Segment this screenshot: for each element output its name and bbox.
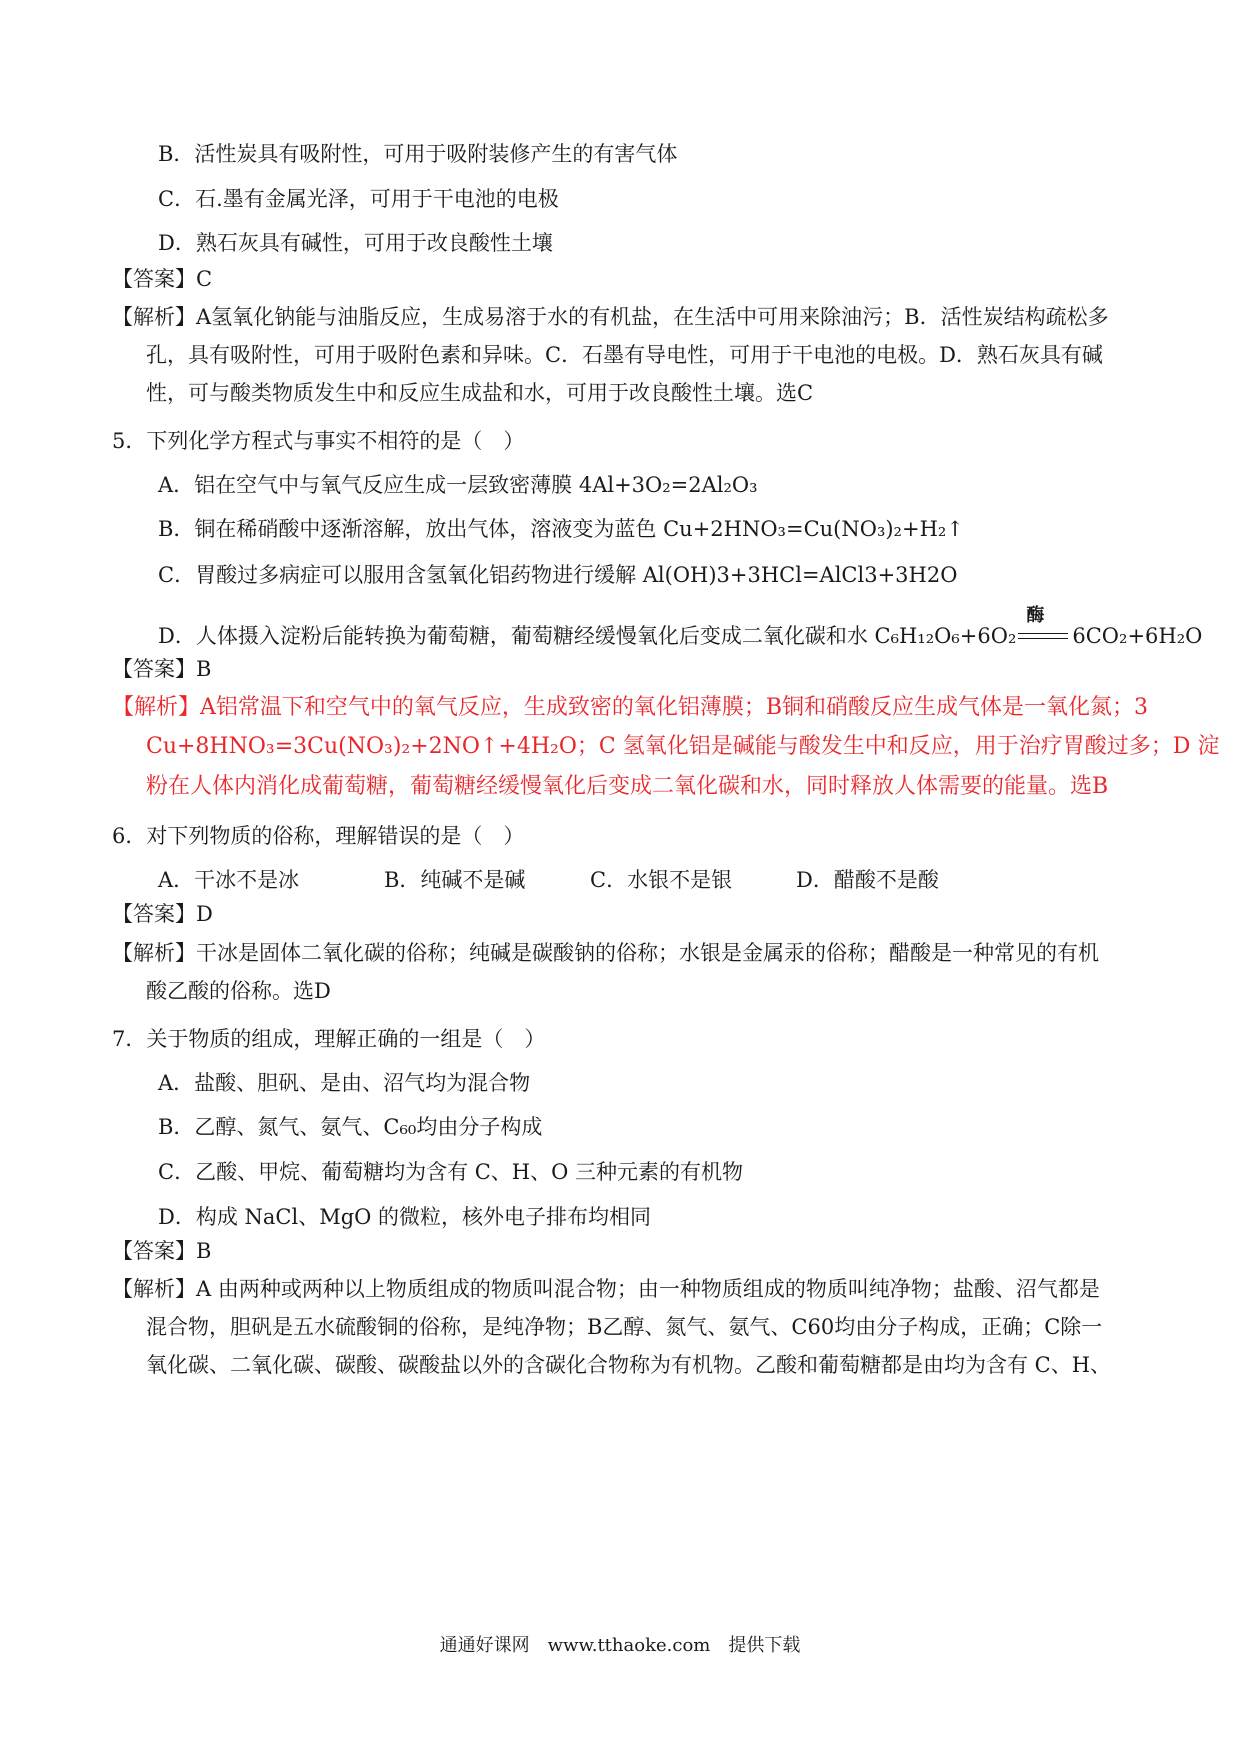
q7-answer: 【答案】B [112, 1239, 212, 1263]
q6-option-b: B．纯碱不是碱 [384, 868, 526, 892]
q6-option-c: C．水银不是银 [590, 868, 733, 892]
reaction-condition-arrow [1016, 605, 1072, 650]
q7-explanation-line-2: 混合物，胆矾是五水硫酸铜的俗称，是纯净物；B乙醇、氮气、氨气、C60均由分子构成，正确；C除一 [146, 1315, 1103, 1339]
q5-option-a: A．铝在空气中与氧气反应生成一层致密薄膜 4Al+3O₂=2Al₂O₃ [158, 473, 758, 497]
q5-option-b: B．铜在稀硝酸中逐渐溶解，放出气体，溶液变为蓝色 Cu+2HNO₃=Cu(NO₃)₂+H₂↑ [158, 517, 964, 541]
q6-options [158, 866, 939, 894]
q4-option-b: B．活性炭具有吸附性，可用于吸附装修产生的有害气体 [158, 142, 678, 166]
q7-explanation-line-1: 【解析】A 由两种或两种以上物质组成的物质叫混合物；由一种物质组成的物质叫纯净物；盐酸、沼气都是 [112, 1277, 1100, 1301]
q5-option-d-products: 6CO₂+6H₂O [1072, 624, 1203, 648]
q6-answer: 【答案】D [112, 902, 213, 926]
q4-explanation-line-1: 【解析】A氢氧化钠能与油脂反应，生成易溶于水的有机盐，在生活中可用来除油污；B．活性炭结构疏松多 [112, 305, 1109, 329]
q7-explanation-line-3: 氧化碳、二氧化碳、碳酸、碳酸盐以外的含碳化合物称为有机物。乙酸和葡萄糖都是由均为含有 C、H、 [146, 1353, 1112, 1377]
q5-option-d [158, 605, 1203, 650]
q6-explanation-line-2: 酸乙酸的俗称。选D [146, 979, 331, 1003]
q7-option-d: D．构成 NaCl、MgO 的微粒，核外电子排布均相同 [158, 1205, 652, 1229]
q4-option-c: C．石.墨有金属光泽，可用于干电池的电极 [158, 187, 559, 211]
q6-explanation-line-1: 【解析】干冰是固体二氧化碳的俗称；纯碱是碳酸钠的俗称；水银是金属汞的俗称；醋酸是一种常见的有机 [112, 941, 1099, 965]
q7-option-c: C．乙酸、甲烷、葡萄糖均为含有 C、H、O 三种元素的有机物 [158, 1160, 744, 1184]
q6-stem: 6．对下列物质的俗称，理解错误的是（ ） [112, 824, 525, 848]
q5-explanation-line-1: 【解析】A铝常温下和空气中的氧气反应，生成致密的氧化铝薄膜；B铜和硝酸反应生成气体是一氧化氮；3 [112, 695, 1149, 720]
q4-explanation-line-2: 孔，具有吸附性，可用于吸附色素和异味。C．石墨有导电性，可用于干电池的电极。D．熟石灰具有碱 [146, 343, 1103, 367]
q7-stem: 7．关于物质的组成，理解正确的一组是（ ） [112, 1027, 546, 1051]
q5-stem: 5．下列化学方程式与事实不相符的是（ ） [112, 429, 525, 453]
q7-option-a: A．盐酸、胆矾、是由、沼气均为混合物 [158, 1071, 531, 1095]
q5-option-d-text: D．人体摄入淀粉后能转换为葡萄糖，葡萄糖经缓慢氧化后变成二氧化碳和水 C₆H₁₂O₆+6O₂ [158, 624, 1017, 648]
q4-explanation-line-3: 性，可与酸类物质发生中和反应生成盐和水，可用于改良酸性土壤。选C [146, 381, 814, 405]
q6-option-a: A．干冰不是冰 [158, 868, 300, 892]
enzyme-label: 酶 [1026, 605, 1045, 626]
q5-option-c: C．胃酸过多病症可以服用含氢氧化铝药物进行缓解 Al(OH)3+3HCl=AlCl3+3H2O [158, 563, 958, 587]
q4-option-d: D．熟石灰具有碱性，可用于改良酸性土壤 [158, 231, 553, 255]
q4-answer: 【答案】C [112, 267, 213, 291]
q5-explanation-line-3: 粉在人体内消化成葡萄糖，葡萄糖经缓慢氧化后变成二氧化碳和水，同时释放人体需要的能量。选B [146, 774, 1109, 799]
q7-option-b: B．乙醇、氮气、氨气、C₆₀均由分子构成 [158, 1115, 543, 1139]
page-footer: 通通好课网 www.tthaoke.com 提供下载 [439, 1635, 801, 1656]
q5-explanation-line-2: Cu+8HNO₃=3Cu(NO₃)₂+2NO↑+4H₂O；C 氢氧化铝是碱能与酸发生中和反应，用于治疗胃酸过多；D 淀 [146, 734, 1220, 759]
q6-option-d: D．醋酸不是酸 [796, 868, 939, 892]
q5-answer: 【答案】B [112, 657, 212, 681]
